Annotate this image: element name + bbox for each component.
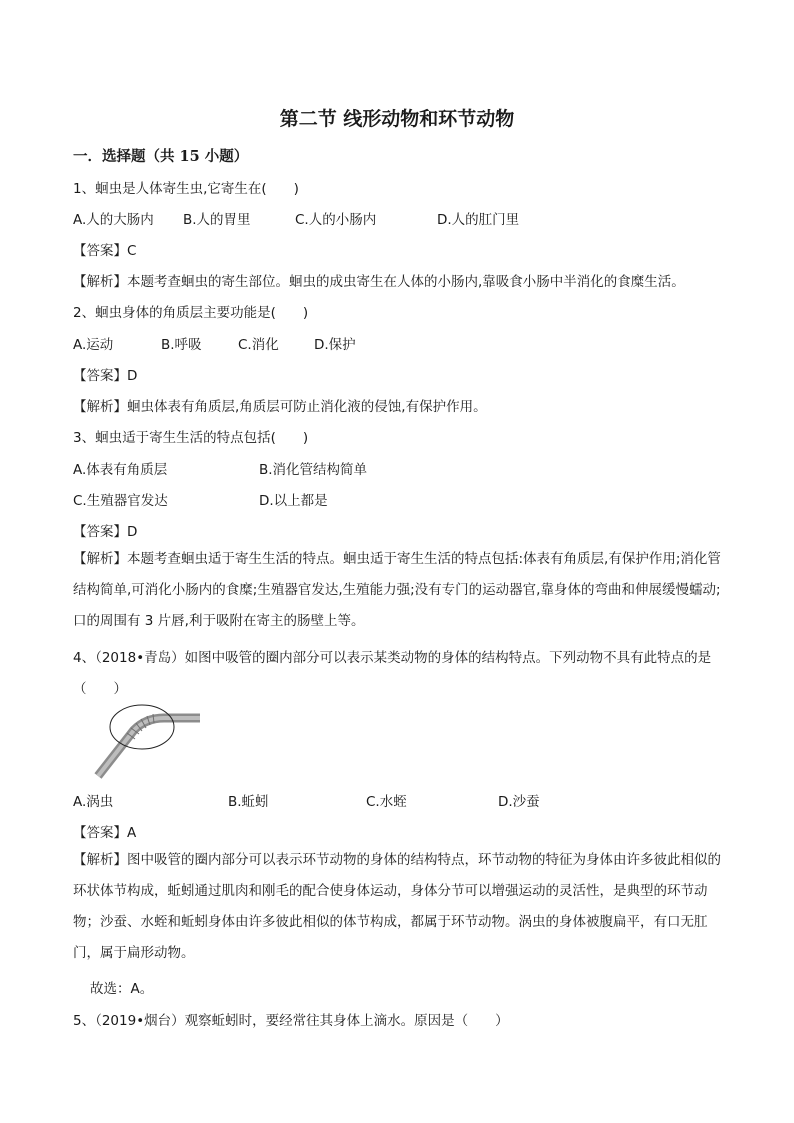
q4-option-b: B.蚯蚓 [228, 794, 269, 810]
q2-option-d: D.保护 [314, 337, 356, 353]
q3-answer: 【答案】D [73, 524, 138, 540]
q2-stem: 2、蛔虫身体的角质层主要功能是( ) [73, 305, 309, 321]
q1-option-a: A.人的大肠内 [73, 212, 154, 228]
q3-stem: 3、蛔虫适于寄生生活的特点包括( ) [73, 430, 309, 446]
q2-answer: 【答案】D [73, 368, 138, 384]
q1-option-c: C.人的小肠内 [295, 212, 377, 228]
q2-option-b: B.呼吸 [161, 337, 202, 353]
q2-option-c: C.消化 [238, 337, 279, 353]
q1-option-d: D.人的肛门里 [437, 212, 520, 228]
q4-stem-line2: （ ） [73, 681, 127, 697]
q4-stem-line1: 4、（2018•青岛）如图中吸管的圈内部分可以表示某类动物的身体的结构特点。下列动物不具有此特点的是 [73, 650, 712, 666]
q3-option-c: C.生殖器官发达 [73, 493, 168, 509]
q1-analysis: 【解析】本题考查蛔虫的寄生部位。蛔虫的成虫寄生在人体的小肠内,靠吸食小肠中半消化的食糜生活。 [73, 274, 685, 290]
page-title: 第二节 线形动物和环节动物 [279, 108, 515, 130]
q3-analysis: 【解析】本题考查蛔虫适于寄生生活的特点。蛔虫适于寄生生活的特点包括:体表有角质层,有保护作用;消化管结构简单,可消化小肠内的食糜;生殖器官发达,生殖能力强;没有专门的运动器官,靠身体的弯曲和伸展缓慢蠕动;口的周围有 3 片唇,利于吸附在寄主的肠壁上等。 [73, 551, 721, 629]
q3-option-a: A.体表有角质层 [73, 462, 168, 478]
q4-option-d: D.沙蚕 [498, 794, 540, 810]
q4-option-c: C.水蛭 [366, 794, 407, 810]
q3-option-d: D.以上都是 [259, 493, 328, 509]
q4-analysis: 【解析】图中吸管的圈内部分可以表示环节动物的身体的结构特点，环节动物的特征为身体由许多彼此相似的环状体节构成，蚯蚓通过肌肉和刚毛的配合使身体运动，身体分节可以增强运动的灵活性，是典型的环节动物；沙蚕、水蛭和蚯蚓身体由许多彼此相似的体节构成，都属于环节动物。涡虫的身体被腹扁平，有口无肛门，属于扁形动物。 [73, 852, 721, 961]
q4-option-a: A.涡虫 [73, 794, 114, 810]
q3-option-b: B.消化管结构简单 [259, 462, 368, 478]
q2-option-a: A.运动 [73, 337, 114, 353]
section-heading: 一．选择题（共 15 小题） [73, 148, 249, 165]
q2-analysis: 【解析】蛔虫体表有角质层,角质层可防止消化液的侵蚀,有保护作用。 [73, 399, 487, 415]
q1-stem: 1、蛔虫是人体寄生虫,它寄生在( ) [73, 181, 299, 197]
q1-answer: 【答案】C [73, 243, 137, 259]
q4-answer: 【答案】A [73, 825, 137, 841]
q1-option-b: B.人的胃里 [183, 212, 251, 228]
q4-choose: 故选：A。 [90, 981, 154, 997]
straw-figure [90, 700, 202, 780]
q5-stem: 5、（2019•烟台）观察蚯蚓时，要经常往其身体上滴水。原因是（ ） [73, 1013, 509, 1029]
